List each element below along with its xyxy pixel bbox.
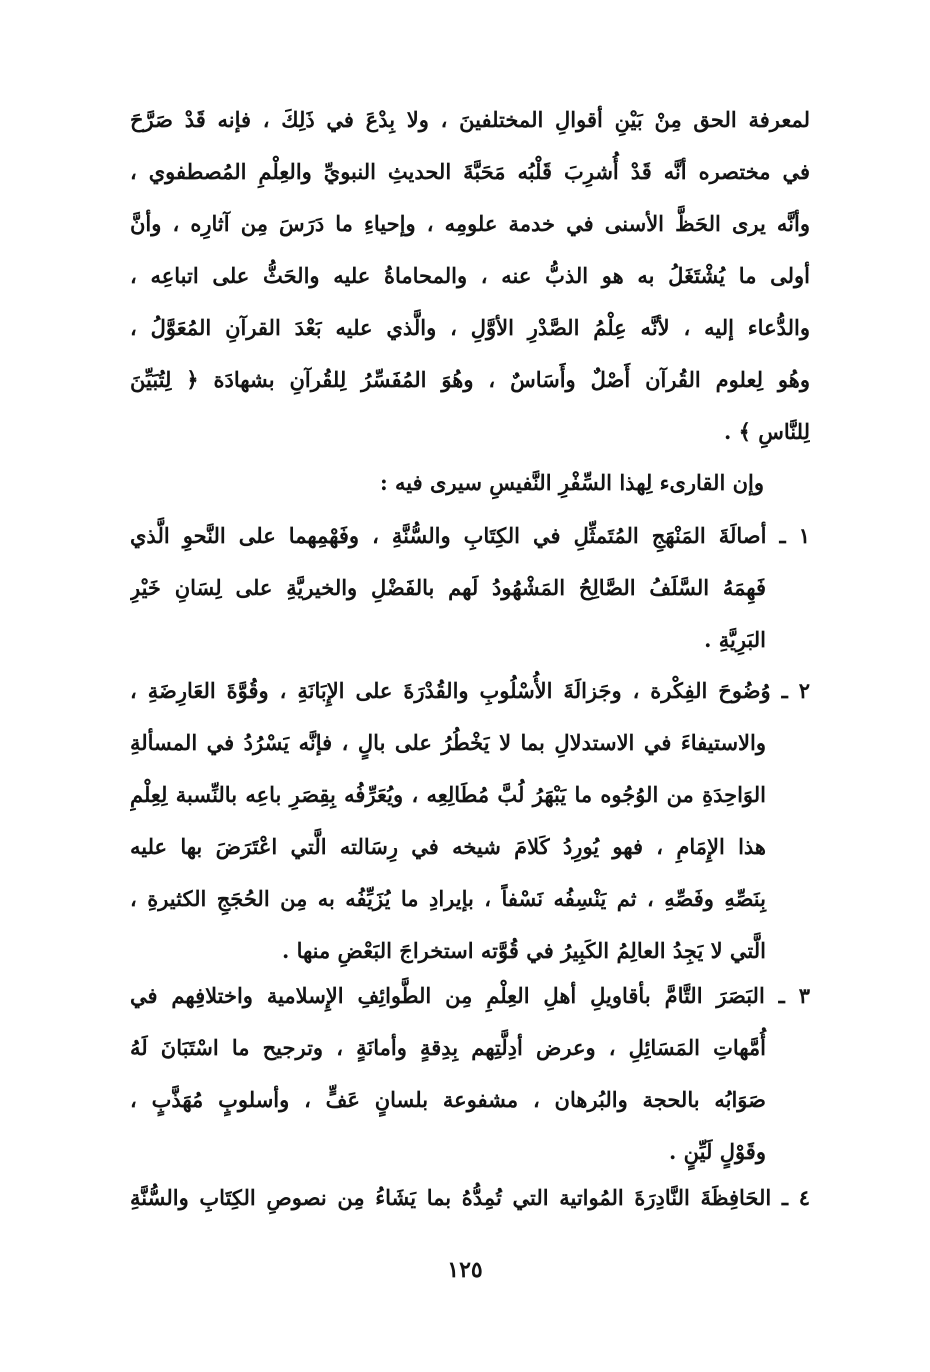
list-item-line: أُمَّهاتِ المَسَائِلِ ، وعرض أدِلَّتِهم بِدِقةٍ وأمانَةٍ ، وترجيح ما اسْتَبَانَ لَهُ — [130, 1035, 766, 1060]
list-item-line: الَّتي لا يَجِدُ العالِمُ الكَبِيرُ في قُوَّته استخراجَ البَعْضِ منها . — [281, 938, 766, 963]
list-item-line: ٣ ـ البَصَرَ التَّامَّ بأقاويلِ أهلِ العِلْمِ مِن الطَّوائِفِ الإِسلامية واختلافِهم في — [130, 983, 810, 1008]
list-item-line: والاستيفاءَ في الاستدلالِ بما لا يَخْطُرُ على بالٍ ، فإنَّه يَسْرُدُ في المسألةِ — [130, 730, 766, 755]
list-item-line: وقَوْلٍ لَيِّنٍ . — [669, 1139, 766, 1164]
list-item-line: ٤ ـ الحَافِظَةَ النَّادِرَةَ المُواتية التي تُمِدُّهُ بما يَشَاءُ مِن نصوصِ الكِتَابِ والسُّنَّةِ — [130, 1185, 810, 1210]
list-item-line: بِنَصِّهِ وفَصِّهِ ، ثم يَنْسِفُه نَسْفاً ، بإيرادِ ما يُزَيِّفُه به مِن الحُجَجِ الكثيرةِ ، — [130, 886, 766, 911]
list-item-4 — [130, 1172, 810, 1224]
list-item-3 — [130, 970, 810, 1178]
text-line: في مختصره أنَّه قَدْ أُشرِبَ قَلْبُه مَحَبَّةَ الحديثِ النبويِّ والعِلْمِ المُصطفوي ، — [130, 159, 810, 184]
text-line: لِلنَّاسِ ﴾ . — [724, 419, 810, 444]
intro-line: وإن القارىء لِهذا السِّفْرِ النَّفيسِ سيرى فيه : — [379, 470, 764, 495]
list-item-line: صَوَابُه بالحجة والبُرهان ، مشفوعة بلسانٍ عَفٍّ ، وأسلوبٍ مُهَذَّبٍ ، — [130, 1087, 766, 1112]
list-item-line: ٢ ـ وُضُوحَ الفِكْرة ، وجَزالَةَ الأُسْلُوبِ والقُدْرَةَ على الإِبَانَةِ ، وقُوَّةَ العَارِضَةِ ، — [130, 678, 810, 703]
page-number: ١٢٥ — [447, 1257, 483, 1283]
list-item-line: الوَاحِدَةِ من الوُجُوه ما يَبْهَرُ لُبَّ مُطَالِعِه ، ويُعَرِّفُه بِقِصَرِ باعِه بالنِّسبة لِعِلْمِ — [130, 782, 766, 807]
list-item-1 — [130, 510, 810, 666]
list-item-line: فَهِمَهُ السَّلَفُ الصَّالِحُ المَشْهُودُ لَهم بالفَضْلِ والخيريَّةِ على لِسَانِ خَيْرِ — [130, 575, 766, 600]
list-item-line: ١ ـ أصالَةَ المَنْهَجِ المُتَمثِّلِ في الكِتَابِ والسُّنَّةِ ، وفَهْمِهما على النَّحوِ الَّذي — [130, 523, 810, 548]
list-item-2 — [130, 665, 810, 977]
list-item-line: هذا الإِمَامِ ، فهو يُورِدُ كَلامَ شيخه في رِسَالته الَّتي اعْتَرَضَ بها عليه — [130, 834, 766, 859]
text-line: لمعرفة الحق مِنْ بَيْنِ أقوالِ المختلفينَ ، ولا بِدْعَ في ذَلِكَ ، فإنه قَدْ صَرَّحَ — [130, 107, 810, 132]
text-line: والدُّعاء إليه ، لأنَّه عِلْمُ الصَّدْرِ الأوَّلِ ، والَّذي عليه بَعْدَ القرآنِ المُعَوَّلُ ، — [130, 315, 810, 340]
opening-paragraph — [130, 94, 810, 458]
intro-line-paragraph — [130, 457, 810, 509]
text-line: أولى ما يُشْتَغَلُ به هو الذبُّ عنه ، والمحاماةُ عليه والحَثُّ على اتباعِه ، — [130, 263, 810, 288]
text-line: وأنَّه يرى الحَظَّ الأسنى في خدمة علومِه ، وإحياءِ ما دَرَسَ مِن آثارِه ، وأنَّ — [130, 211, 810, 236]
list-item-line: البَرِيَّةِ . — [704, 627, 766, 652]
text-line: وهُو لِعلوم القُرآن أَصْلٌ وأَسَاسٌ ، وهُوَ المُفَسِّرُ لِلقُرآنِ بشهادَة ﴿ لِتُبَيِّنَ — [130, 367, 810, 392]
